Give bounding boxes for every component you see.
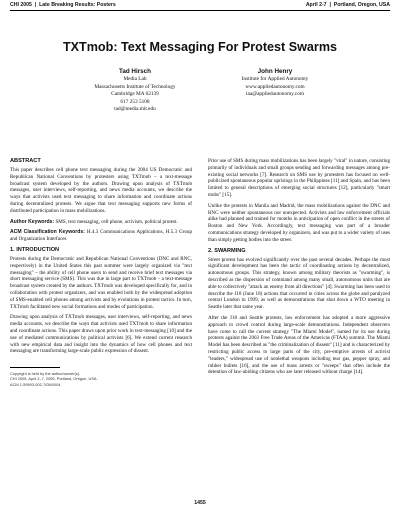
copyright-line: ACM 1-59593-002-7/05/0004. (10, 381, 62, 387)
keywords-text: SMS, text messaging, cell phone, activism, political protest. (55, 218, 178, 225)
page-number: 1455 (194, 500, 206, 506)
copyright-notice (10, 371, 192, 387)
author-block-1 (60, 68, 210, 114)
abstract-heading: ABSTRACT (10, 158, 41, 164)
copyright-line: Copyright is held by the author/owner(s). (10, 371, 81, 377)
swarming-paragraph-1: Street protest has evolved significantly over the past several decades. Perhaps the most significant development has been the tactic of coordinating actions by decentralized, autonomous groups. This strategy, known among military theorists as "swarming", is described as the dispersion of command among many small, autonomous units that are able to collectively "attack an enemy from all directions" [4]. Swarming has been used to describe the J18 (June 18) actions that occurred in cities across the globe and paralyzed central London in 1999, as well as demonstrations that shut down a WTO meeting in Seattle later that same year. (208, 256, 390, 311)
author-affiliation: Media Lab (123, 76, 147, 82)
paper-title: TXTmob: Text Messaging For Protest Swarms (62, 40, 338, 54)
swarming-paragraph-2: After the J18 and Seattle protests, law enforcement has adopted a more aggressive approach to crowd control during large-scale demonstrations. Independent observers have come to call the current strategy "The Miami Model", named for its use during protests against the 2003 Free Trade Areas of the Americas (FTAA) summit. The Miami Model has been described as "the criminalization of dissent" [11] and is characterized by restricting public access to large parts of the city, pre-emptive arrests of activist "leaders," widespread use of nonlethal weapons including tear gas, pepper spray, and rubber bullets [16], and the use of mass arrests or "sweeps" that often include the detention of law-abiding citizens who are later released without charge [14]. (208, 314, 390, 376)
copyright-rule (10, 367, 60, 368)
author-phone: 617 253 5108 (120, 98, 150, 105)
intro-continued-paragraph-2: Unlike the protests in Manila and Madrid, the mass mobilizations against the DNC and RNC were neither spontaneous nor unexpected. Activists and law enforcement officials alike had planned and trained for months in anticipation of open conflict in the streets of Boston and New York. Accordingly, text messaging was part of a broader communications strategy developed by organizers, and was put to a wider variety of uses than simply getting bodies into the street. (208, 202, 390, 243)
swarming-heading: 2. SWARMING (208, 247, 246, 254)
introduction-heading: 1. INTRODUCTION (10, 246, 60, 253)
introduction-paragraph-1: Protests during the Democratic and Republican National Conventions (DNC and RNC, respectively) in the United States this past summer were largely organized via "text messaging" – the ability of cell phone users to send and receive brief text messages via short messaging service (SMS). This was due in large part to TXTmob – a text-message broadcast system created by the authors. TXTmob was developed specifically for, and in collaboration with protest organizers, and was enabled both by the widespread adoption of SMS-enabled cell phones among activists and by evolutions in protest tactics. In turn, TXTmob facilitated new social formations and modes of participation. (10, 255, 192, 310)
header-rule (10, 10, 390, 11)
author-affiliation: Massachusetts Institute of Technology (94, 83, 176, 90)
acm-label: ACM Classification Keywords: (10, 229, 85, 236)
running-header (0, 0, 400, 18)
author-address: Cambridge MA 02139 (111, 91, 159, 97)
author-email: tad@media.mit.edu (114, 106, 156, 112)
acm-classification (10, 229, 192, 243)
author-name: John Henry (257, 68, 293, 75)
left-column (10, 158, 192, 387)
abstract-text: This paper describes cell phone text messaging during the 2004 US Democratic and Republican National Conventions by protesters using TXTmob – a text-message broadcast system developed by the authors. Drawing upon analysis of TXTmob messages, user interviews, self-reporting, and news media accounts, we describe the ways that activists used text messaging to share information and coordinate actions during decentralized protests. We argue that text messaging supports new forms of distributed participation in mass mobilizations. (10, 167, 192, 214)
introduction-paragraph-2: Drawing upon analysis of TXTmob messages, user interviews, self-reporting, and news media accounts, we describe the ways that activists used TXTmob to share information and coordinate actions. This paper draws upon prior work in text-messaging [10] and the use of mediated communications by political activists [6]. We extend current research with new empirical data and insight into the dynamics of how cell phones and text messaging are transforming large-scale public expression of dissent. (10, 314, 192, 355)
copyright-line: CHI 2005, April 2–7, 2005, Portland, Oregon, USA. (10, 376, 98, 382)
author-email: iaa@appliedautonomy.com (246, 91, 304, 97)
keywords-label: Author Keywords: (10, 218, 55, 225)
author-website: www.appliedautonomy.com (245, 83, 305, 90)
right-column (208, 158, 390, 380)
header-date-location: April 2-7 | Portland, Oregon, USA (305, 2, 390, 8)
author-affiliation: Institute for Applied Autonomy (241, 76, 309, 82)
acm-text: H.4.3 Communications Applications, H.5.3 Group and Organization Interfaces (10, 229, 193, 243)
author-block-2 (200, 68, 350, 99)
header-conference: CHI 2005 | Late Breaking Results: Posters (10, 2, 116, 8)
author-keywords (10, 219, 192, 226)
author-name: Tad Hirsch (118, 68, 152, 75)
intro-continued-paragraph-1: Prior use of SMS during mass mobilizations has been largely "viral" in nature, consisting primarily of individuals and small groups sending and forwarding messages among pre-existing social networks [7]. Research on SMS use by protesters has focused on well-publicized spontaneous popular uprisings in the Philippines [11] and Spain, and has been limited to general descriptions of emerging social structures [12], particularly "smart mobs" [15]. (208, 158, 390, 198)
